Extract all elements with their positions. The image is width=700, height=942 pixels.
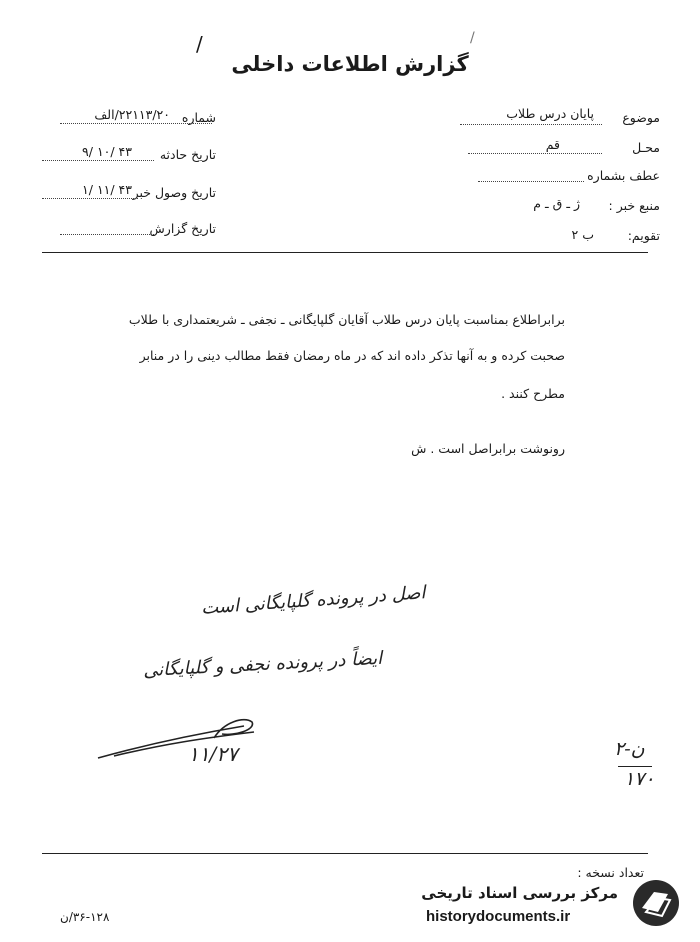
field-receipt-date-label: تاریخ وصول خبر — [132, 185, 216, 200]
top-mark: / — [196, 32, 203, 56]
side-mark-bottom: ۱۷۰ — [624, 768, 655, 790]
field-reference-line — [478, 181, 584, 182]
field-calendar-label: تقویم: — [627, 228, 660, 243]
side-mark-top: ن-۲ — [614, 738, 645, 760]
watermark-url: historydocuments.ir — [426, 908, 571, 925]
header-divider — [42, 252, 648, 253]
footer-divider — [42, 853, 648, 854]
handwritten-date: ۱۱/۲۷ — [188, 742, 238, 766]
watermark-name: مرکز بررسی اسناد تاریخی — [421, 884, 618, 902]
handwritten-note-1: اصل در پرونده گلپایگانی است — [200, 582, 427, 619]
form-code: ۳۶-۱۲۸/ن — [60, 910, 110, 924]
field-number-value: ۲۲۱۱۳/۲۰/الف — [94, 107, 170, 122]
field-report-date-label: تاریخ گزارش — [149, 221, 216, 236]
field-report-date-line — [60, 234, 154, 235]
field-subject-line — [460, 124, 602, 125]
copy-note: رونوشت برابراصل است . ش — [411, 441, 565, 456]
field-subject-value: پایان درس طلاب — [506, 106, 594, 121]
side-mark-rule — [618, 766, 652, 767]
copies-label: تعداد نسخه : — [577, 865, 644, 880]
field-location-label: محـل — [632, 140, 660, 155]
field-incident-date-line — [42, 160, 154, 161]
signature-scribble — [94, 708, 264, 768]
field-number-line — [60, 123, 212, 124]
body-line-3: مطرح کنند . — [501, 386, 565, 401]
field-reference-label: عطف بشماره — [587, 168, 660, 183]
field-incident-date-label: تاریخ حادثه — [159, 147, 216, 162]
field-calendar-value: ب ۲ — [571, 227, 594, 242]
handwritten-note-2: ایضاً در پرونده نجفی و گلپایگانی — [142, 647, 383, 682]
field-subject-label: موضوع — [622, 110, 660, 125]
field-incident-date-value: ۹/ ۱۰/ ۴۳ — [82, 144, 132, 159]
page-title: گزارش اطلاعات داخلی — [231, 52, 469, 76]
archive-logo-icon — [628, 878, 684, 928]
corner-mark: / — [470, 30, 475, 46]
field-receipt-date-line — [42, 198, 138, 199]
field-receipt-date-value: ۱/ ۱۱/ ۴۳ — [82, 182, 132, 197]
body-line-2: صحبت کرده و به آنها تذکر داده اند که در ماه رمضان فقط مطالب دینی را در منابر — [139, 348, 565, 363]
field-location-line — [468, 153, 602, 154]
field-source-label: منبع خبر : — [608, 198, 660, 213]
field-number-label: شماره — [181, 110, 216, 125]
body-line-1: برابراطلاع بمناسبت پایان درس طلاب آقایان گلپایگانی ـ نجفی ـ شریعتمداری با طلاب — [128, 312, 565, 327]
field-location-value: قم — [545, 137, 560, 152]
field-source-value: ژ ـ ق ـ م — [533, 196, 580, 211]
